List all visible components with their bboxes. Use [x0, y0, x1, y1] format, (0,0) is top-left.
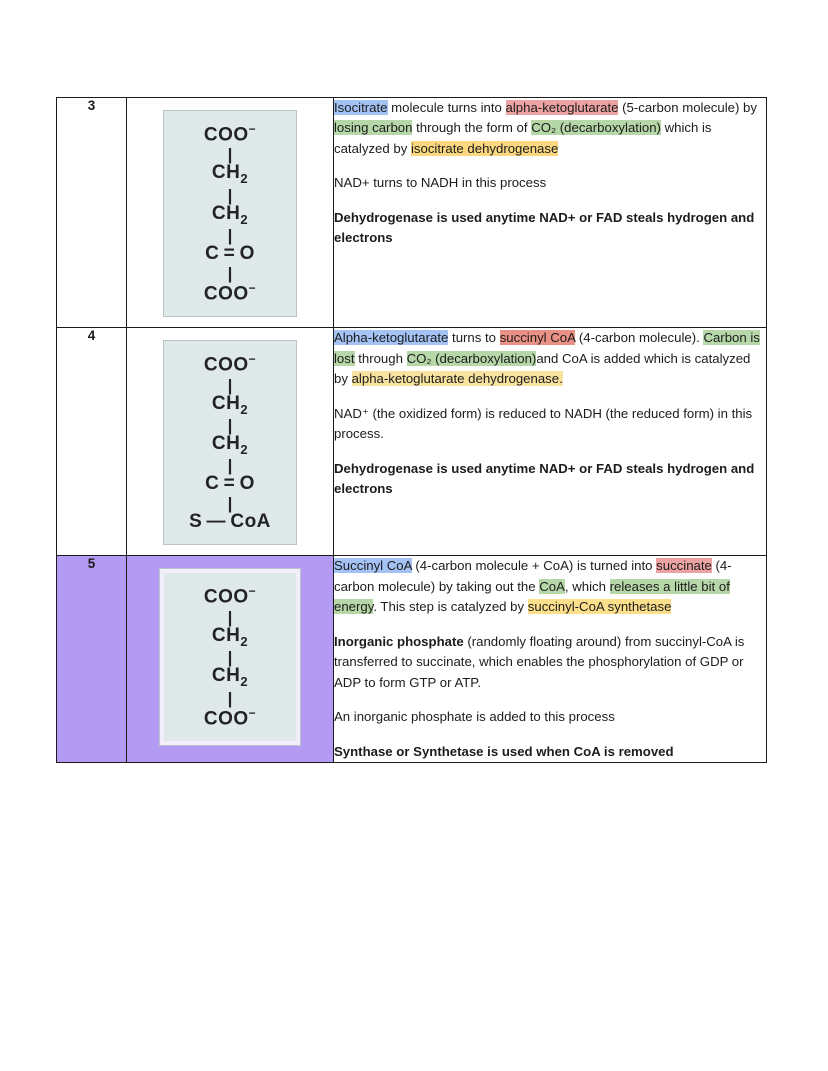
table-body: [57, 98, 767, 763]
highlight-enzyme: isocitrate dehydrogenase: [410, 140, 559, 156]
paragraph-spacer: [334, 194, 766, 208]
text-run: through the form of: [412, 120, 532, 136]
molecule-group-label: $CH_2$: [211, 433, 249, 457]
text-run: (5-carbon molecule) by: [618, 100, 757, 115]
table-row: [57, 328, 767, 556]
paragraph-spacer: [334, 159, 766, 173]
highlight-product: succinyl CoA: [499, 330, 576, 346]
highlight-reactant: Alpha-ketoglutarate: [334, 330, 449, 346]
description-paragraph: [334, 556, 766, 617]
krebs-cycle-table: [56, 97, 767, 763]
molecule-group-label: $CH_2$: [211, 202, 249, 227]
paragraph-spacer: [334, 445, 766, 459]
highlight-energy: releases a little bit of energy: [334, 578, 730, 615]
description-paragraph: NAD+ turns to NADH in this process: [334, 175, 547, 191]
description-paragraph: [334, 328, 766, 389]
molecule-group-label: $CH_2$: [211, 624, 249, 649]
bond-line-icon: |: [227, 185, 233, 205]
highlight-byproduct: CO₂ (decarboxylation): [406, 350, 537, 366]
highlight-byproduct: CO₂ (decarboxylation): [531, 120, 661, 136]
table-row-highlighted: [57, 556, 767, 763]
text-run: . This step is catalyzed by: [373, 599, 528, 615]
molecule-diagram-cell: [127, 328, 334, 556]
text-run: , which: [564, 578, 610, 594]
highlight-process: losing carbon: [334, 120, 413, 136]
succinyl-coa-structure: [163, 340, 297, 545]
paragraph-spacer: [334, 618, 766, 632]
succinate-structure: [160, 569, 300, 744]
step-number-cell: [57, 556, 127, 763]
bond-line-icon: |: [227, 375, 233, 395]
emphasis-term: Inorganic phosphate: [334, 633, 464, 649]
description-paragraph-bold: Dehydrogenase is used anytime NAD+ or FAD steals hydrogen and electrons: [334, 460, 755, 497]
step-description-cell: [334, 556, 767, 763]
molecule-group-label: C = O: [205, 243, 255, 265]
molecule-group-label: COO−: [203, 705, 257, 729]
description-paragraph: [334, 632, 766, 693]
text-run: which is catalyzed by: [334, 120, 712, 156]
highlight-reactant: Isocitrate: [334, 100, 388, 115]
step-number-cell: [57, 98, 127, 328]
molecule-group-label: S — CoA: [189, 511, 271, 533]
molecule-group-label: $CH_2$: [211, 392, 249, 417]
text-run: through: [354, 350, 407, 366]
paragraph-spacer: [334, 728, 766, 742]
molecule-diagram-cell: [127, 556, 334, 763]
bond-line-icon: |: [227, 264, 233, 284]
text-run: (4-carbon molecule) by taking out the: [334, 558, 732, 594]
highlight-enzyme: alpha-ketoglutarate dehydrogenase.: [351, 371, 563, 387]
bond-line-icon: |: [227, 648, 233, 668]
bond-line-icon: |: [227, 607, 233, 627]
highlight-product: succinate: [656, 558, 712, 574]
molecule-group-label: COO−: [203, 352, 257, 376]
step-description-cell: [334, 328, 767, 556]
highlight-cofactor: CoA: [539, 578, 565, 594]
highlight-process: Carbon is lost: [334, 330, 760, 366]
text-run: (4-carbon molecule).: [575, 330, 704, 346]
description-paragraph-bold: Dehydrogenase is used anytime NAD+ or FAD steals hydrogen and electrons: [334, 209, 755, 246]
bond-line-icon: |: [227, 688, 233, 708]
text-run: molecule turns into: [387, 100, 506, 115]
molecule-diagram-cell: [127, 98, 334, 328]
text-run: (4-carbon molecule + CoA) is turned into: [411, 558, 657, 574]
text-run: (randomly floating around) from succinyl-CoA is transferred to succinate, which enables the phosphorylation of GDP or ADP to form GTP or ATP.: [334, 633, 745, 690]
bond-line-icon: |: [227, 416, 233, 436]
paragraph-spacer: [334, 390, 766, 404]
molecule-group-label: COO−: [203, 281, 257, 305]
step-number: 5: [87, 556, 96, 572]
description-paragraph-bold: Synthase or Synthetase is used when CoA is removed: [334, 743, 674, 759]
description-paragraph: An inorganic phosphate is added to this process: [334, 709, 615, 725]
text-run: turns to: [448, 330, 500, 346]
description-paragraph: [334, 98, 766, 159]
highlight-product: alpha-ketoglutarate: [505, 100, 619, 115]
step-number: 3: [87, 98, 96, 113]
bond-line-icon: |: [227, 226, 233, 246]
text-run: and CoA is added which is catalyzed by: [334, 350, 751, 387]
molecule-group-label: $CH_2$: [211, 665, 249, 689]
table-row: [57, 98, 767, 328]
highlight-reactant: Succinyl CoA: [334, 558, 412, 574]
molecule-group-label: $CH_2$: [211, 162, 249, 187]
description-paragraph: NAD⁺ (the oxidized form) is reduced to NADH (the reduced form) in this process.: [334, 405, 753, 442]
highlight-enzyme: succinyl-CoA synthetase: [527, 599, 672, 615]
bond-line-icon: |: [227, 494, 233, 514]
bond-line-icon: |: [227, 456, 233, 476]
step-number-cell: [57, 328, 127, 556]
step-description-cell: [334, 98, 767, 328]
molecule-group-label: COO−: [203, 122, 257, 146]
alpha-ketoglutarate-structure: [163, 110, 297, 317]
molecule-group-label: COO−: [203, 584, 257, 608]
bond-line-icon: |: [227, 145, 233, 165]
step-number: 4: [87, 328, 96, 344]
paragraph-spacer: [334, 693, 766, 707]
molecule-group-label: C = O: [205, 473, 255, 495]
